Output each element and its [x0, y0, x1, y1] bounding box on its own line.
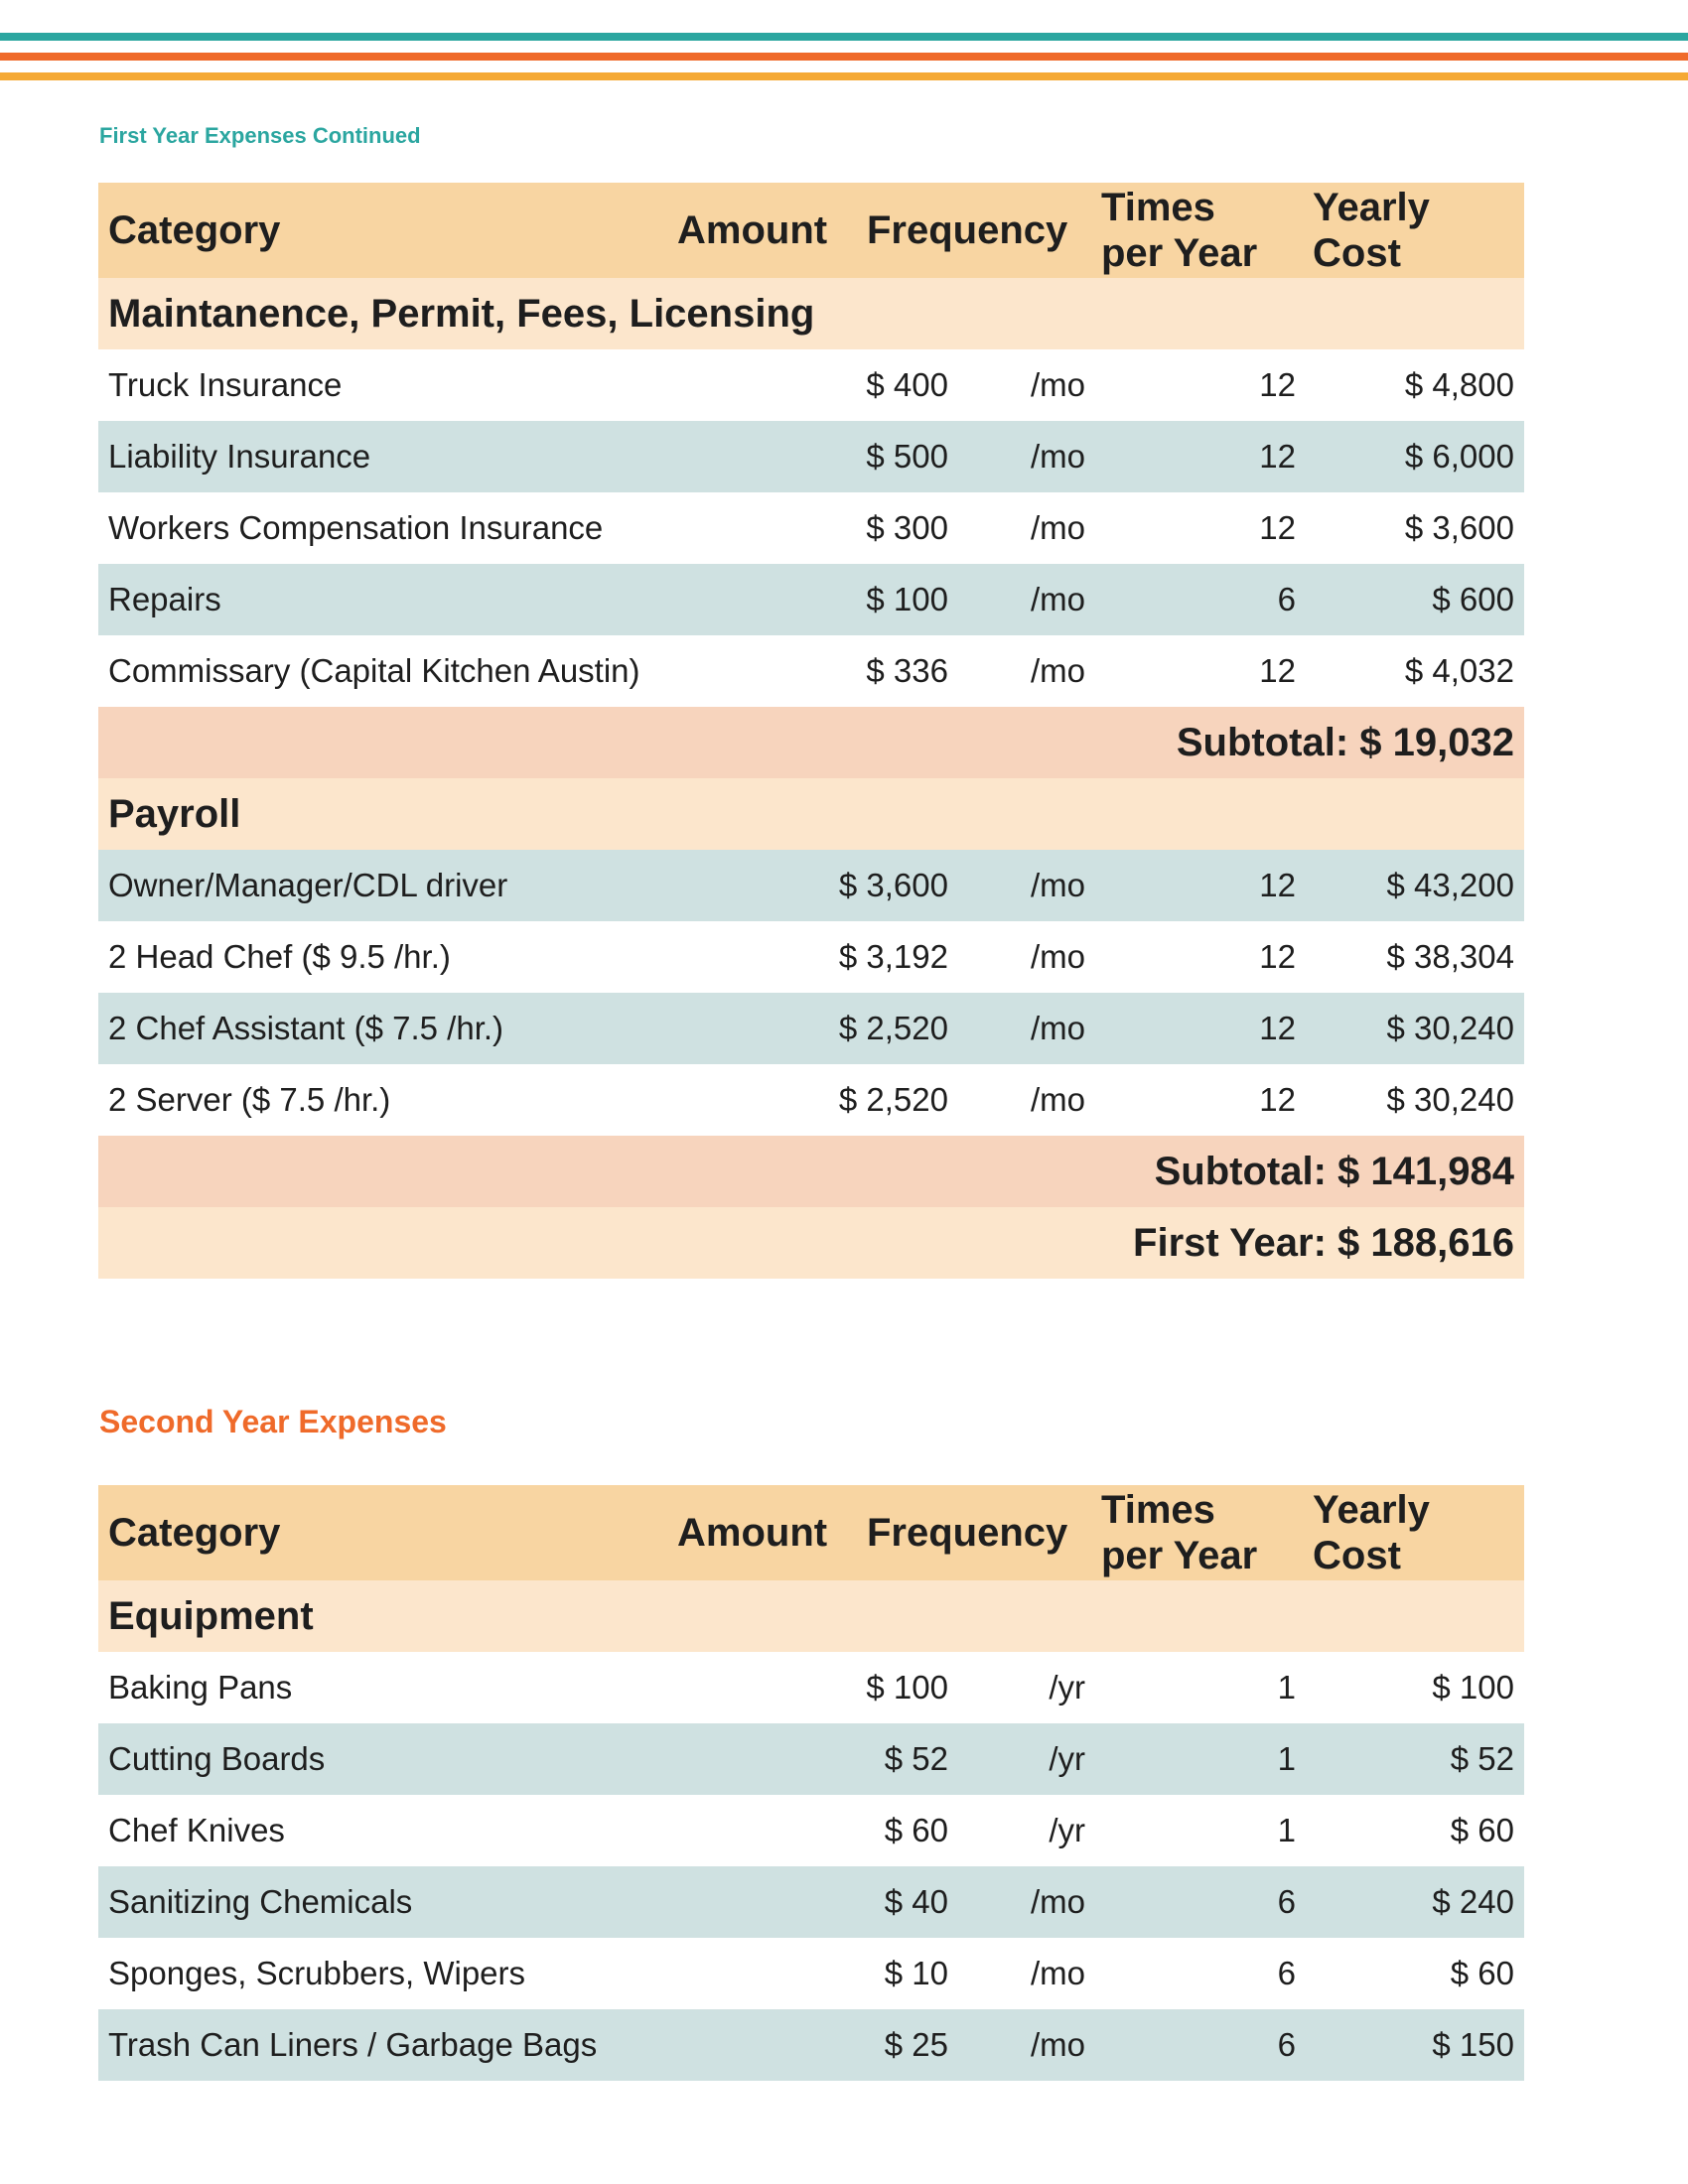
row-frequency: /mo: [1030, 867, 1085, 903]
table-row: [98, 850, 1524, 921]
header-frequency: Frequency: [867, 208, 1068, 252]
second-year-expenses-table: [98, 1485, 1524, 2081]
table-row: [98, 1795, 1524, 1866]
row-times: 6: [1277, 1883, 1296, 1920]
header-times-per-year: [1101, 1487, 1257, 1578]
row-label: Repairs: [108, 581, 221, 617]
row-label: Chef Knives: [108, 1812, 285, 1848]
header-yearly-line1: Yearly: [1313, 1488, 1430, 1532]
header-frequency: Frequency: [867, 1511, 1068, 1555]
first-year-expenses-table: [98, 183, 1524, 1279]
row-times: 12: [1259, 1081, 1296, 1118]
row-frequency: /mo: [1030, 581, 1085, 617]
row-times: 12: [1259, 438, 1296, 475]
row-amount: $ 100: [866, 1669, 948, 1706]
row-amount: $ 2,520: [838, 1010, 948, 1046]
row-cost: $ 150: [1432, 2026, 1514, 2063]
header-yearly-line1: Yearly: [1313, 186, 1430, 229]
header-category: Category: [108, 208, 281, 252]
row-cost: $ 52: [1450, 1740, 1514, 1777]
row-cost: $ 38,304: [1386, 938, 1514, 975]
row-cost: $ 43,200: [1386, 867, 1514, 903]
table-row: [98, 1938, 1524, 2009]
row-frequency: /yr: [1049, 1812, 1085, 1848]
table-row: [98, 921, 1524, 993]
header-stripe-teal: [0, 33, 1688, 41]
row-times: 12: [1259, 1010, 1296, 1046]
row-amount: $ 40: [884, 1883, 948, 1920]
table-row: [98, 349, 1524, 421]
row-times: 1: [1277, 1740, 1296, 1777]
table-header: [98, 1485, 1524, 1580]
row-times: 12: [1259, 867, 1296, 903]
row-frequency: /mo: [1030, 438, 1085, 475]
header-amount: Amount: [677, 1511, 828, 1555]
table-row: [98, 564, 1524, 635]
header-times-line2: per Year: [1101, 231, 1258, 275]
row-cost: $ 100: [1432, 1669, 1514, 1706]
row-times: 12: [1259, 938, 1296, 975]
table-row: [98, 635, 1524, 707]
row-label: Sanitizing Chemicals: [108, 1883, 413, 1920]
row-cost: $ 60: [1450, 1812, 1514, 1848]
row-amount: $ 500: [866, 438, 948, 475]
header-amount: Amount: [677, 208, 828, 252]
row-cost: $ 30,240: [1386, 1010, 1514, 1046]
subtotal-value: Subtotal: $ 141,984: [1154, 1150, 1514, 1193]
table-row: [98, 1723, 1524, 1795]
first-year-total-row: [98, 1207, 1524, 1279]
row-times: 1: [1277, 1669, 1296, 1706]
subtotal-value: Subtotal: $ 19,032: [1176, 721, 1514, 764]
row-amount: $ 3,192: [838, 938, 948, 975]
row-label: Sponges, Scrubbers, Wipers: [108, 1955, 526, 1991]
row-label: Truck Insurance: [108, 366, 343, 403]
row-cost: $ 4,032: [1404, 652, 1514, 689]
group-name: Maintanence, Permit, Fees, Licensing: [108, 292, 815, 336]
row-times: 12: [1259, 652, 1296, 689]
row-cost: $ 3,600: [1404, 509, 1514, 546]
header-times-line1: Times: [1101, 186, 1215, 229]
row-times: 6: [1277, 2026, 1296, 2063]
row-label: Workers Compensation Insurance: [108, 509, 604, 546]
row-amount: $ 25: [884, 2026, 948, 2063]
row-frequency: /mo: [1030, 366, 1085, 403]
row-label: Baking Pans: [108, 1669, 293, 1706]
header-yearly-cost: [1313, 185, 1430, 276]
header-times-line1: Times: [1101, 1488, 1215, 1532]
subtotal-row: [98, 707, 1524, 778]
table-row: [98, 421, 1524, 492]
row-frequency: /mo: [1030, 1081, 1085, 1118]
row-frequency: /mo: [1030, 509, 1085, 546]
first-year-total: First Year: $ 188,616: [1133, 1221, 1514, 1265]
row-label: Commissary (Capital Kitchen Austin): [108, 652, 640, 689]
table-row: [98, 1652, 1524, 1723]
header-yearly-line2: Cost: [1313, 231, 1401, 275]
row-frequency: /mo: [1030, 652, 1085, 689]
row-cost: $ 60: [1450, 1955, 1514, 1991]
group-name: Equipment: [108, 1594, 314, 1638]
row-amount: $ 52: [884, 1740, 948, 1777]
table-header: [98, 183, 1524, 278]
table-row: [98, 1866, 1524, 1938]
table-row: [98, 492, 1524, 564]
row-frequency: /yr: [1049, 1740, 1085, 1777]
group-header-maintenance: [98, 278, 1524, 349]
row-label: Cutting Boards: [108, 1740, 326, 1777]
table-row: [98, 1064, 1524, 1136]
row-times: 1: [1277, 1812, 1296, 1848]
row-label: 2 Chef Assistant ($ 7.5 /hr.): [108, 1010, 504, 1046]
row-times: 12: [1259, 366, 1296, 403]
table-row: [98, 993, 1524, 1064]
row-amount: $ 300: [866, 509, 948, 546]
group-name: Payroll: [108, 792, 241, 836]
row-label: Owner/Manager/CDL driver: [108, 867, 508, 903]
row-label: Liability Insurance: [108, 438, 371, 475]
row-cost: $ 6,000: [1404, 438, 1514, 475]
row-cost: $ 30,240: [1386, 1081, 1514, 1118]
row-cost: $ 600: [1432, 581, 1514, 617]
row-label: 2 Server ($ 7.5 /hr.): [108, 1081, 391, 1118]
row-amount: $ 10: [884, 1955, 948, 1991]
section-title-first-year: First Year Expenses Continued: [99, 123, 421, 148]
header-stripe-yellow: [0, 72, 1688, 80]
header-yearly-line2: Cost: [1313, 1534, 1401, 1577]
row-amount: $ 60: [884, 1812, 948, 1848]
subtotal-row: [98, 1136, 1524, 1207]
row-times: 6: [1277, 581, 1296, 617]
row-amount: $ 2,520: [838, 1081, 948, 1118]
header-times-line2: per Year: [1101, 1534, 1258, 1577]
header-yearly-cost: [1313, 1487, 1430, 1578]
row-frequency: /mo: [1030, 1883, 1085, 1920]
row-amount: $ 400: [866, 366, 948, 403]
header-category: Category: [108, 1511, 281, 1555]
header-stripe-orange: [0, 53, 1688, 61]
row-times: 12: [1259, 509, 1296, 546]
row-frequency: /mo: [1030, 1010, 1085, 1046]
row-label: Trash Can Liners / Garbage Bags: [108, 2026, 598, 2063]
header-times-per-year: [1101, 185, 1257, 276]
row-amount: $ 336: [866, 652, 948, 689]
row-amount: $ 100: [866, 581, 948, 617]
row-times: 6: [1277, 1955, 1296, 1991]
group-header-equipment: [98, 1580, 1524, 1652]
row-amount: $ 3,600: [838, 867, 948, 903]
row-frequency: /mo: [1030, 2026, 1085, 2063]
section-title-second-year: Second Year Expenses: [99, 1404, 447, 1439]
row-frequency: /yr: [1049, 1669, 1085, 1706]
group-header-payroll: [98, 778, 1524, 850]
row-frequency: /mo: [1030, 1955, 1085, 1991]
row-cost: $ 240: [1432, 1883, 1514, 1920]
row-cost: $ 4,800: [1404, 366, 1514, 403]
row-label: 2 Head Chef ($ 9.5 /hr.): [108, 938, 451, 975]
row-frequency: /mo: [1030, 938, 1085, 975]
table-row: [98, 2009, 1524, 2081]
